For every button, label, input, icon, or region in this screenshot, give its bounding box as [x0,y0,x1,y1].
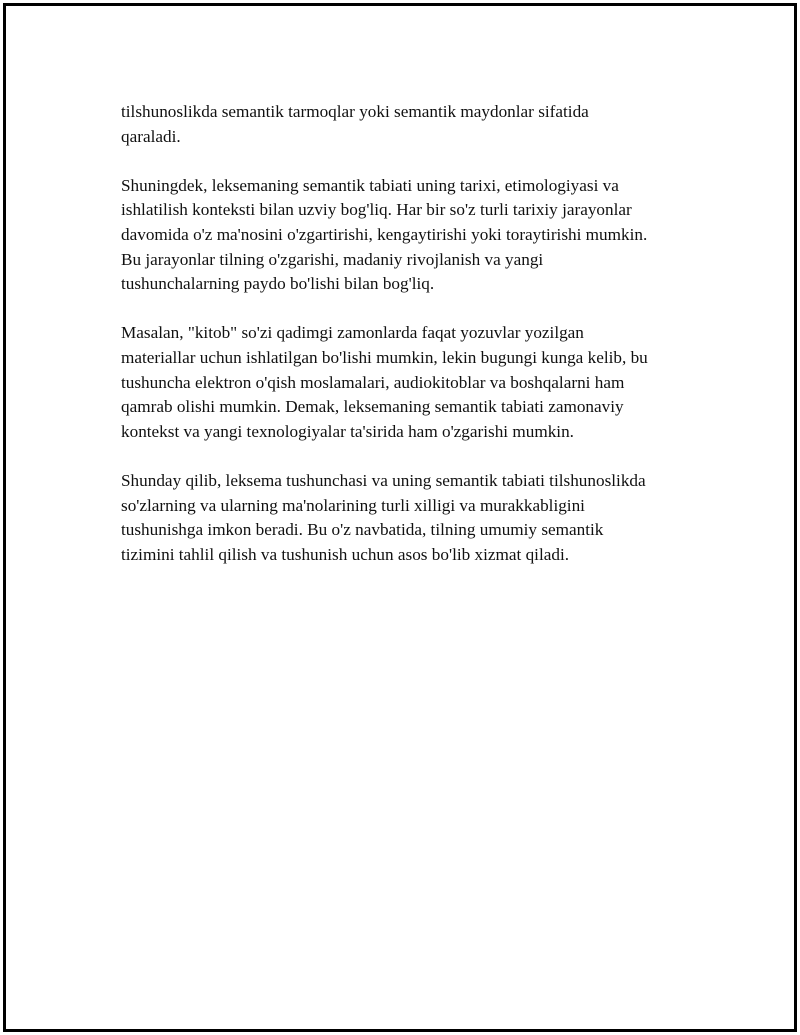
text-line: tushunchalarning paydo bo'lishi bilan bog'liq. [121,274,435,294]
text-line: davomida o'z ma'nosini o'zgartirishi, kengaytirishi yoki toraytirishi mumkin. [121,224,648,244]
text-line: qaraladi. [121,126,181,146]
text-line: tilshunoslikda semantik tarmoqlar yoki semantik maydonlar sifatida [121,102,589,121]
text-line: Shuningdek, leksemaning semantik tabiati uning tarixi, etimologiyasi va [121,175,619,195]
text-line: tushunishga imkon beradi. Bu o'z navbatida, tilning umumiy semantik [121,520,604,540]
page-frame [3,3,797,1032]
text-line: qamrab olishi mumkin. Demak, leksemaning semantik tabiati zamonaviy [121,397,624,417]
document-body [121,100,701,592]
paragraph-3 [121,321,701,444]
text-line: materiallar uchun ishlatilgan bo'lishi mumkin, lekin bugungi kunga kelib, bu [121,347,648,367]
text-line: so'zlarning va ularning ma'nolarining turli xilligi va murakkabligini [121,495,585,515]
text-line: kontekst va yangi texnologiyalar ta'sirida ham o'zgarishi mumkin. [121,421,574,441]
text-line: tizimini tahlil qilish va tushunish uchun asos bo'lib xizmat qiladi. [121,544,570,564]
text-line: Shunday qilib, leksema tushunchasi va uning semantik tabiati tilshunoslikda [121,470,646,490]
text-line: Masalan, "kitob" so'zi qadimgi zamonlarda faqat yozuvlar yozilgan [121,323,584,343]
text-line: tushuncha elektron o'qish moslamalari, audiokitoblar va boshqalarni ham [121,372,625,392]
paragraph-4 [121,469,701,567]
text-line: Bu jarayonlar tilning o'zgarishi, madaniy rivojlanish va yangi [121,249,544,269]
paragraph-2 [121,174,701,297]
paragraph-1 [121,100,701,149]
text-line: ishlatilish konteksti bilan uzviy bog'liq. Har bir so'z turli tarixiy jarayonlar [121,200,632,220]
